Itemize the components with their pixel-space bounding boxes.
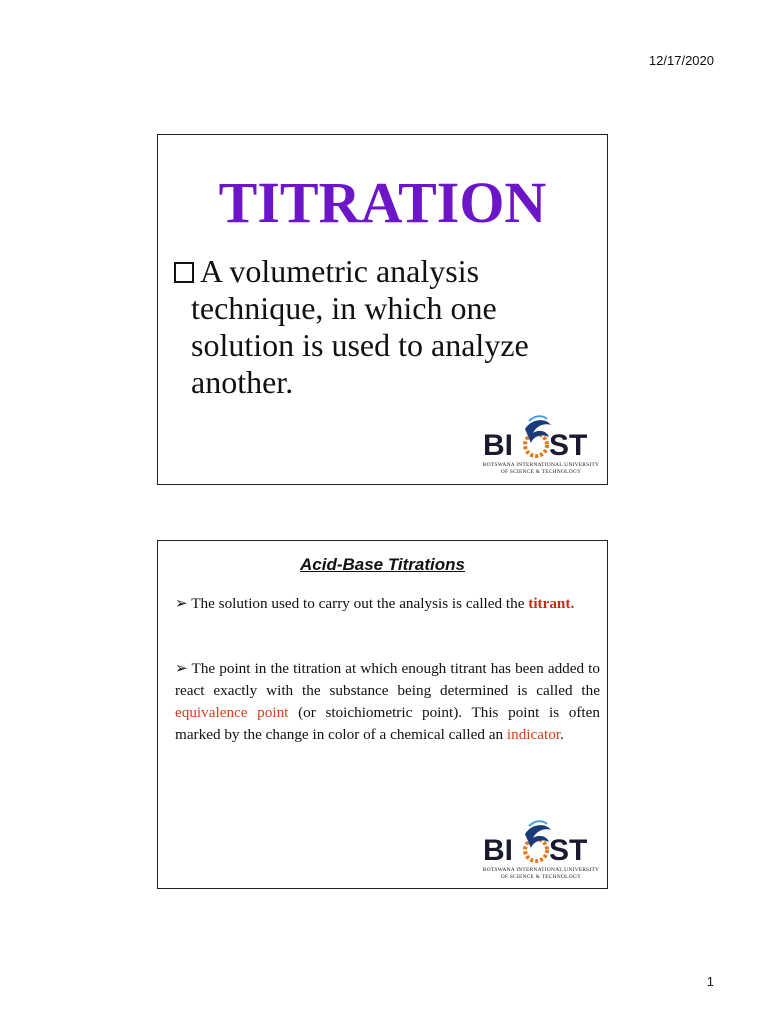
logo-emblem-icon bbox=[525, 416, 551, 456]
equivalence-paragraph: ➢ The point in the titration at which enough titrant has been added to react exactly with the substance being determined is called the equivalence point (or stoichiometric point). This point is often marked by the change in color of a chemical called an indicator. bbox=[175, 660, 600, 743]
term-indicator: indicator bbox=[506, 726, 561, 743]
logo-tagline: BOTSWANA INTERNATIONAL UNIVERSITY bbox=[482, 462, 600, 468]
bullet-line: A volumetric analysis bbox=[200, 253, 480, 289]
logo-wordmark-right: ST bbox=[549, 834, 588, 867]
checkbox-bullet-icon bbox=[174, 262, 194, 283]
term-equivalence-point: equivalence point bbox=[175, 704, 289, 721]
biust-logo bbox=[481, 415, 601, 479]
page-date: 12/17/2020 bbox=[648, 53, 714, 68]
biust-logo bbox=[481, 820, 601, 884]
bullet-line: technique, in which one bbox=[191, 290, 497, 326]
slide-titration bbox=[157, 134, 608, 485]
bullet-line: solution is used to analyze bbox=[191, 327, 529, 363]
titrant-paragraph: ➢ The solution used to carry out the analysis is called the titrant. bbox=[175, 595, 575, 612]
definition-bullet bbox=[174, 253, 594, 401]
term-titrant: titrant. bbox=[528, 595, 575, 612]
slide-title: TITRATION bbox=[218, 170, 547, 235]
logo-emblem-icon bbox=[525, 821, 551, 861]
page-number: 1 bbox=[706, 974, 714, 989]
logo-tagline: OF SCIENCE & TECHNOLOGY bbox=[500, 873, 582, 880]
logo-tagline: OF SCIENCE & TECHNOLOGY bbox=[500, 468, 582, 475]
bullet-line: another. bbox=[191, 364, 294, 400]
slide-heading: Acid-Base Titrations bbox=[299, 555, 465, 574]
logo-wordmark-left: BI bbox=[483, 834, 513, 867]
logo-wordmark-left: BI bbox=[483, 429, 513, 462]
arrow-bullet-icon: ➢ bbox=[175, 595, 188, 612]
logo-wordmark-right: ST bbox=[549, 429, 588, 462]
slide-acid-base bbox=[157, 540, 608, 889]
logo-tagline: BOTSWANA INTERNATIONAL UNIVERSITY bbox=[482, 867, 600, 873]
arrow-bullet-icon: ➢ bbox=[175, 660, 188, 677]
